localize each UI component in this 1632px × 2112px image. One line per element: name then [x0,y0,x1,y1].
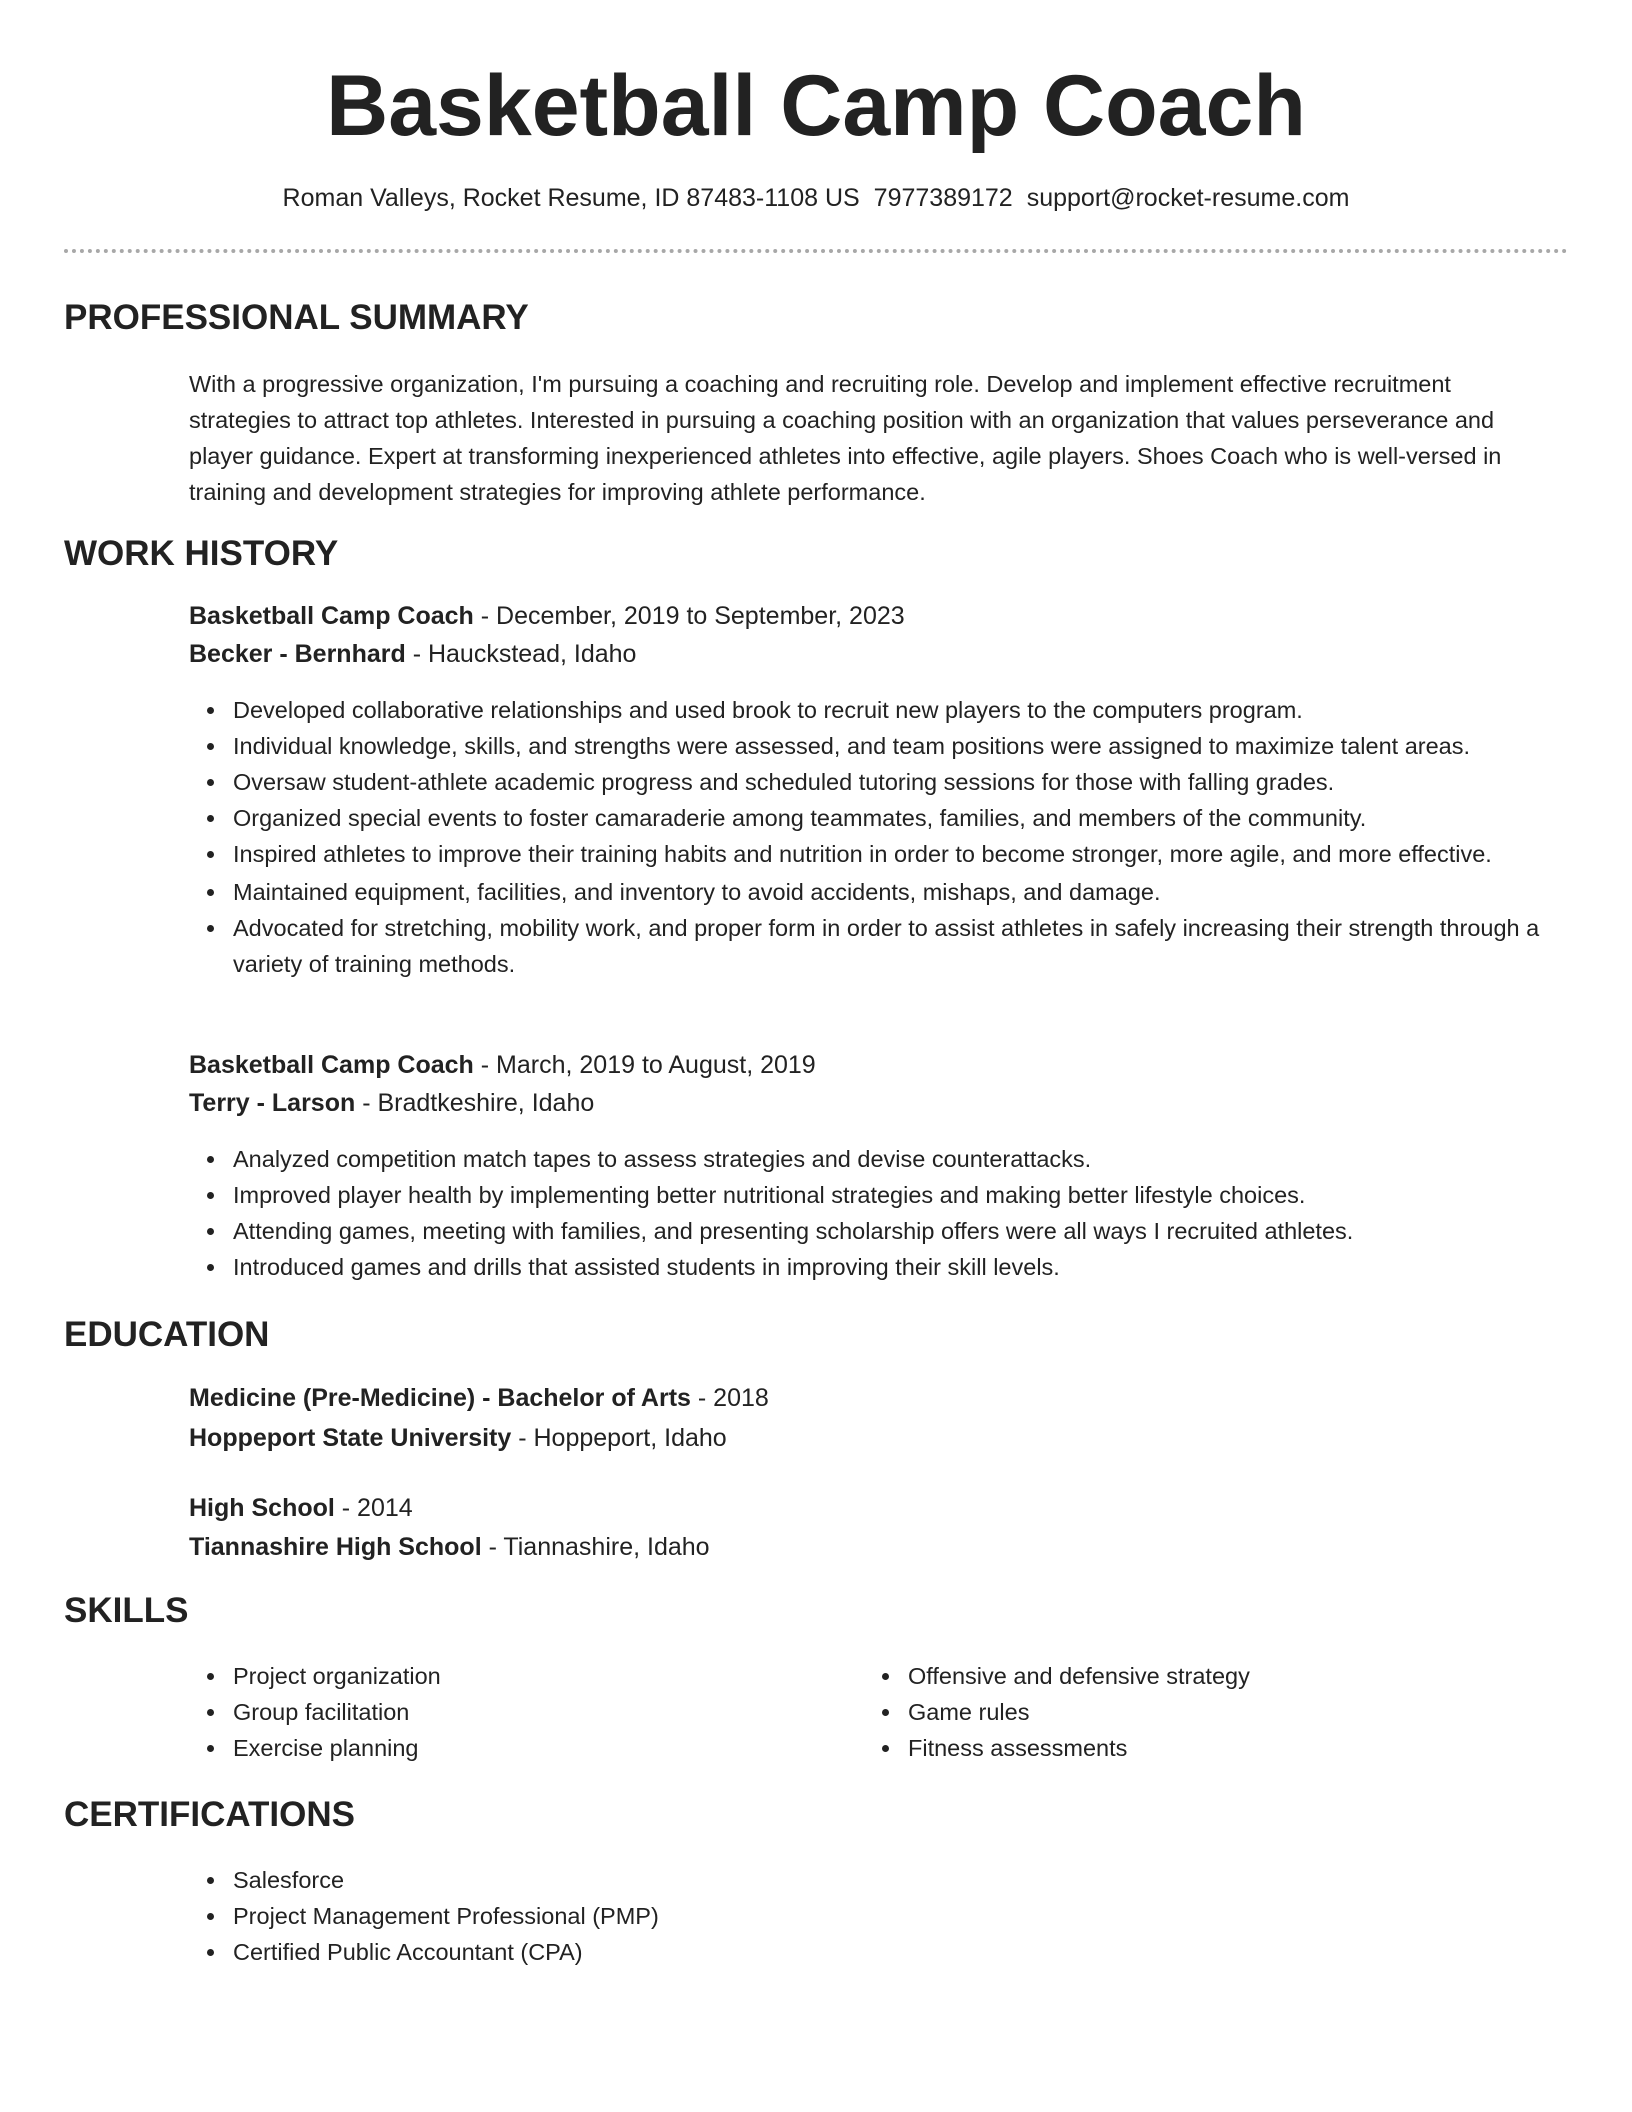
list-item: Introduced games and drills that assisted students in improving their skill levels. [189,1249,1559,1285]
contact-address: Roman Valleys, Rocket Resume, ID 87483-1108 US [282,184,860,212]
job-location: - Bradtkeshire, Idaho [355,1089,595,1117]
list-item: Fitness assessments [864,1730,1632,1766]
list-item: Oversaw student-athlete academic progress and scheduled tutoring sessions for those with falling grades. [189,764,1559,800]
resume-name: Basketball Camp Coach [326,58,1306,154]
job-role: Basketball Camp Coach [189,1051,474,1079]
job-dates: - December, 2019 to September, 2023 [473,602,905,630]
list-item: Analyzed competition match tapes to assess strategies and devise counterattacks. [189,1141,1559,1177]
contact-line [0,182,1632,214]
section-title-certifications: CERTIFICATIONS [64,1795,356,1834]
job-company-line [189,1086,594,1120]
education-location: - Tiannashire, Idaho [481,1533,710,1561]
education-degree: Medicine (Pre-Medicine) - Bachelor of Arts [189,1384,691,1412]
section-title-education: EDUCATION [64,1315,270,1354]
list-item: Game rules [864,1694,1632,1730]
list-item: Inspired athletes to improve their training habits and nutrition in order to become stronger, more agile, and more effective. [189,836,1559,872]
job-location: - Hauckstead, Idaho [405,640,637,668]
job-company-line [189,637,636,671]
header-divider [64,249,1568,253]
job-company: Becker - Bernhard [189,640,406,668]
section-title-skills: SKILLS [64,1591,189,1630]
education-degree: High School [189,1494,335,1522]
list-item: Group facilitation [189,1694,1559,1730]
education-location: - Hoppeport, Idaho [511,1424,727,1452]
job-title-line [189,599,905,633]
job-dates: - March, 2019 to August, 2019 [473,1051,816,1079]
list-item: Advocated for stretching, mobility work, and proper form in order to assist athletes in safely increasing their strength through a variety of training methods. [189,910,1559,982]
list-item: Offensive and defensive strategy [864,1658,1632,1694]
education-school: Tiannashire High School [189,1533,482,1561]
list-item: Maintained equipment, facilities, and inventory to avoid accidents, mishaps, and damage. [189,874,1559,910]
education-school-line [189,1421,727,1455]
list-item: Salesforce [189,1862,1559,1898]
list-item: Certified Public Accountant (CPA) [189,1934,1559,1970]
education-degree-line [189,1381,769,1415]
summary-text: With a progressive organization, I'm pursuing a coaching and recruiting role. Develop and implement effective recruitment strategies to attract top athletes. Interested in pursuing a coaching position with an organization that values perseverance and player guidance. Expert at transforming inexperienced athletes into effective, agile players. Shoes Coach who is well-versed in training and development strategies for improving athlete performance. [189,371,1502,505]
list-item: Project Management Professional (PMP) [189,1898,1559,1934]
education-year: - 2014 [334,1494,413,1522]
section-title-summary: PROFESSIONAL SUMMARY [64,298,529,337]
education-degree-line [189,1491,413,1525]
section-title-work: WORK HISTORY [64,534,339,573]
list-item: Individual knowledge, skills, and strengths were assessed, and team positions were assigned to maximize talent areas. [189,728,1559,764]
job-title-line [189,1048,816,1082]
education-year: - 2018 [690,1384,769,1412]
list-item: Project organization [189,1658,1559,1694]
skills-list-right [864,1658,1632,1766]
job-company: Terry - Larson [189,1089,356,1117]
education-school: Hoppeport State University [189,1424,512,1452]
certifications-list [189,1862,1559,1970]
education-school-line [189,1530,710,1564]
job-bullets [189,692,1559,982]
job-bullets [189,1141,1559,1285]
contact-phone: 7977389172 [873,184,1013,212]
list-item: Attending games, meeting with families, and presenting scholarship offers were all ways I recruited athletes. [189,1213,1559,1249]
contact-email: support@rocket-resume.com [1026,184,1350,212]
list-item: Organized special events to foster camaraderie among teammates, families, and members of the community. [189,800,1559,836]
list-item: Exercise planning [189,1730,1559,1766]
job-role: Basketball Camp Coach [189,602,474,630]
list-item: Improved player health by implementing better nutritional strategies and making better lifestyle choices. [189,1177,1559,1213]
list-item: Developed collaborative relationships and used brook to recruit new players to the computers program. [189,692,1559,728]
